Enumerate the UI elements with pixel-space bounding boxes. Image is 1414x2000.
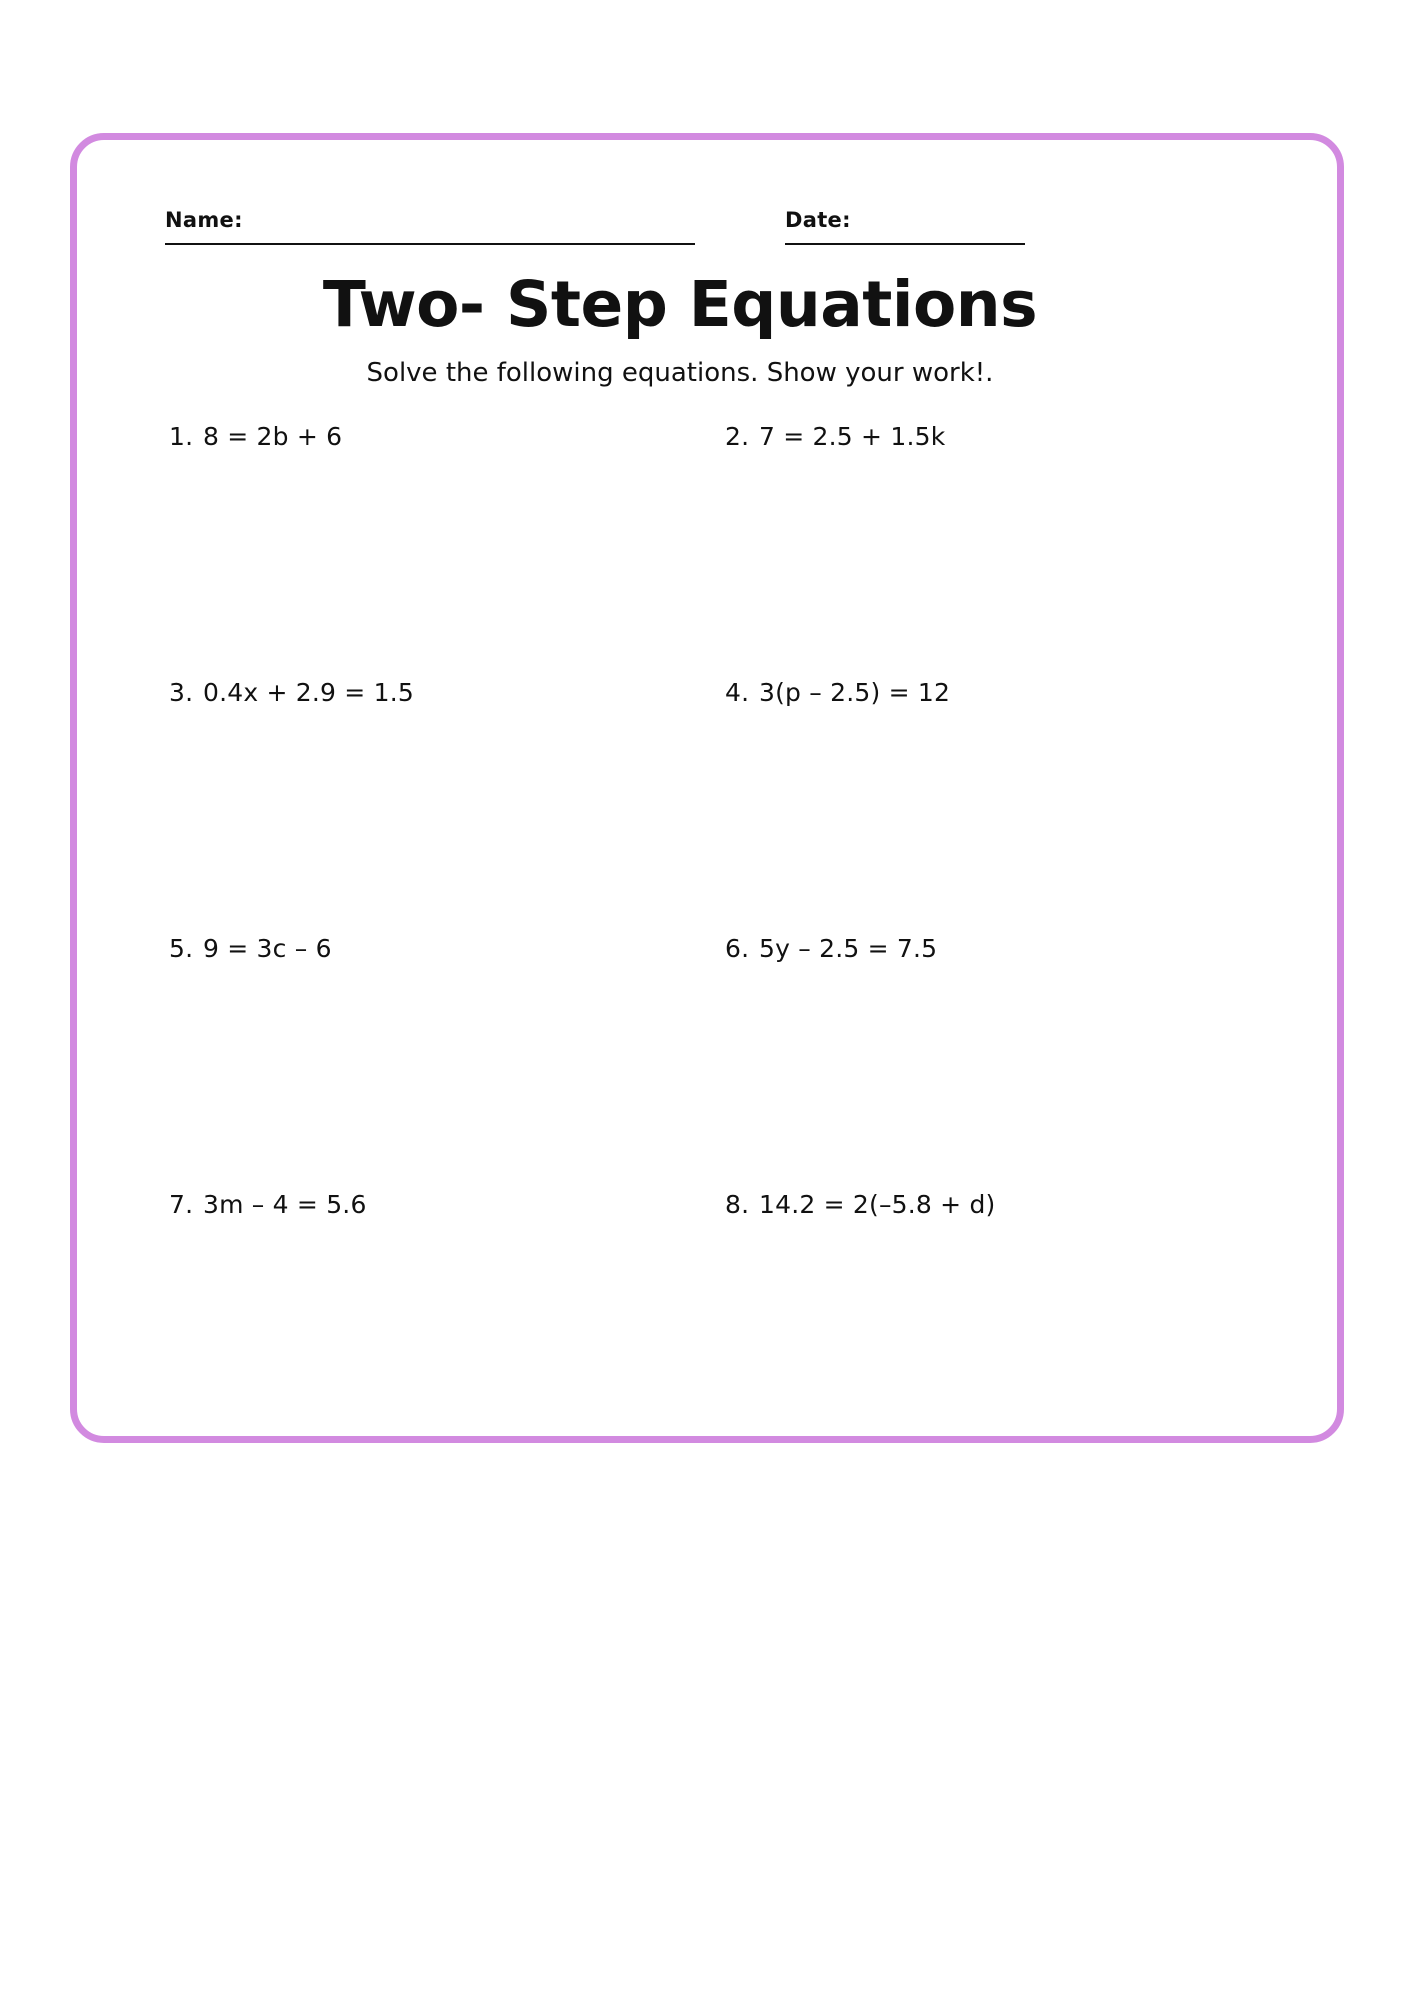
problem-number: 4. (725, 678, 750, 707)
problem-item (725, 678, 950, 707)
problem-number: 5. (169, 934, 194, 963)
date-label: Date: (785, 208, 851, 232)
problem-equation: 3(p – 2.5) = 12 (759, 678, 951, 707)
worksheet-content (165, 190, 1287, 1416)
problem-list (165, 422, 1195, 1446)
problem-row (165, 422, 1195, 678)
problem-number: 6. (725, 934, 750, 963)
name-input-line[interactable] (165, 243, 695, 245)
problem-equation: 9 = 3c – 6 (203, 934, 332, 963)
problem-equation: 3m – 4 = 5.6 (203, 1190, 367, 1219)
worksheet-page (70, 133, 1344, 1443)
instructions-text: Solve the following equations. Show your work!. (366, 358, 994, 388)
problem-number: 7. (169, 1190, 194, 1219)
problem-number: 1. (169, 422, 194, 451)
problem-item (725, 1190, 996, 1219)
problem-number: 8. (725, 1190, 750, 1219)
problem-equation: 14.2 = 2(–5.8 + d) (759, 1190, 996, 1219)
problem-item (169, 934, 332, 963)
student-info-row (165, 190, 1265, 250)
problem-equation: 5y – 2.5 = 7.5 (759, 934, 938, 963)
problem-equation: 0.4x + 2.9 = 1.5 (203, 678, 414, 707)
problem-number: 2. (725, 422, 750, 451)
problem-equation: 8 = 2b + 6 (203, 422, 343, 451)
problem-row (165, 1190, 1195, 1446)
name-label: Name: (165, 208, 243, 232)
problem-row (165, 934, 1195, 1190)
problem-number: 3. (169, 678, 194, 707)
problem-row (165, 678, 1195, 934)
problem-equation: 7 = 2.5 + 1.5k (759, 422, 946, 451)
problem-item (169, 1190, 367, 1219)
page-title: Two- Step Equations (322, 268, 1038, 341)
problem-item (725, 422, 945, 451)
date-input-line[interactable] (785, 243, 1025, 245)
problem-item (169, 678, 414, 707)
problem-item (169, 422, 342, 451)
problem-item (725, 934, 937, 963)
